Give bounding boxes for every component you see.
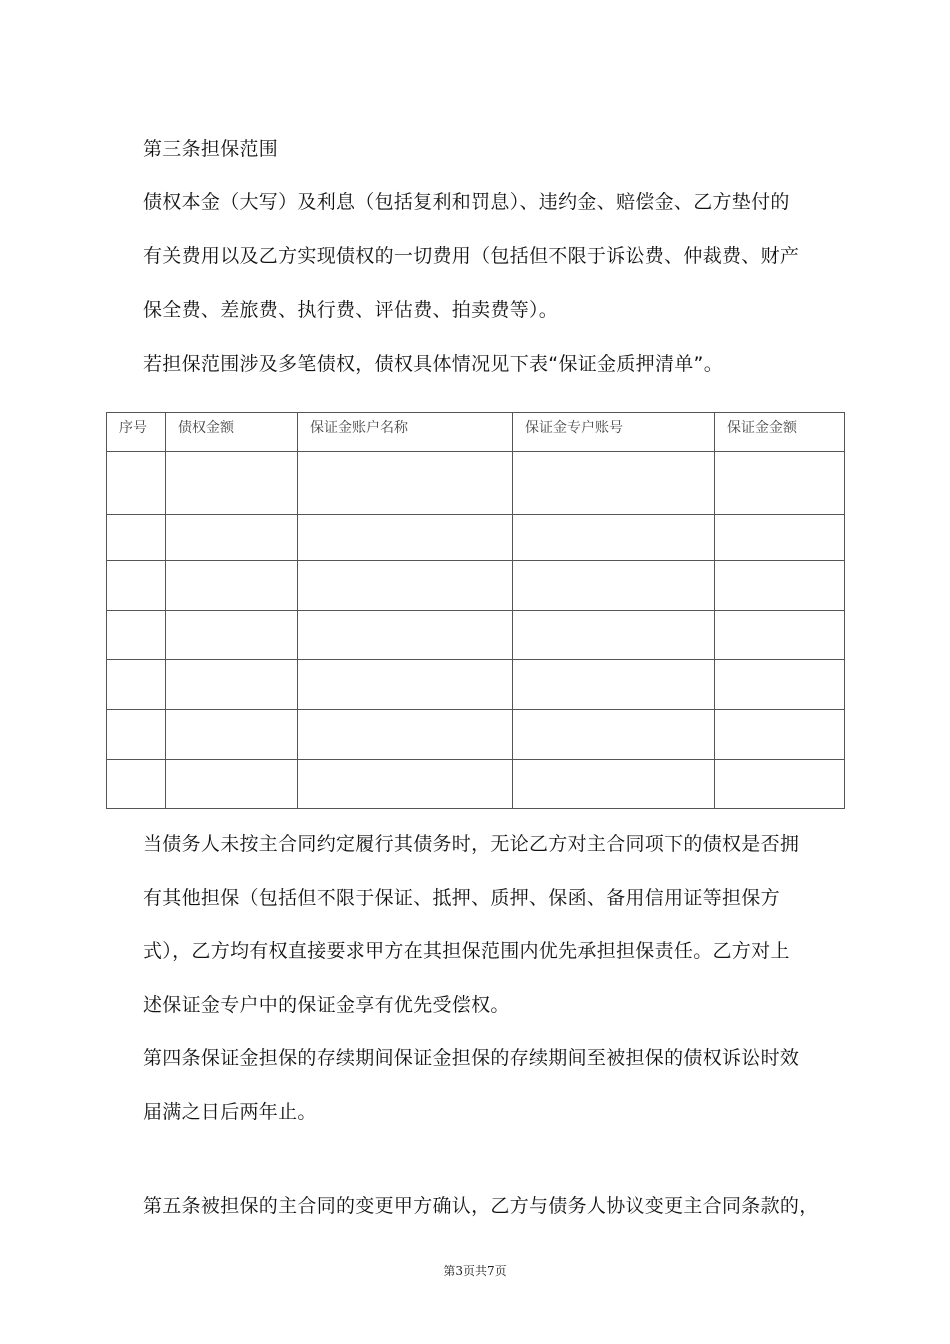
table-cell [715, 515, 845, 561]
table-cell [715, 561, 845, 611]
table-cell [166, 611, 298, 660]
table-cell [513, 710, 715, 760]
table-cell [107, 452, 166, 515]
table-cell [107, 561, 166, 611]
table-cell [107, 710, 166, 760]
table-cell [166, 760, 298, 809]
paragraph-line: 若担保范围涉及多笔债权，债权具体情况见下表“保证金质押清单”。 [143, 353, 723, 375]
table-row [107, 710, 845, 760]
table-cell [298, 561, 513, 611]
paragraph-line: 保全费、差旅费、执行费、评估费、拍卖费等）。 [143, 299, 559, 321]
page-number-footer: 第3页共7页 [443, 1264, 507, 1278]
table-cell [715, 710, 845, 760]
table-cell [298, 760, 513, 809]
table-cell [298, 515, 513, 561]
paragraph-line: 有其他担保（包括但不限于保证、抵押、质押、保函、备用信用证等担保方 [143, 887, 780, 909]
paragraph-line: 届满之日后两年止。 [143, 1101, 317, 1123]
table-cell [715, 760, 845, 809]
table-cell [107, 660, 166, 710]
table-cell [107, 515, 166, 561]
deposit-pledge-table [106, 412, 845, 809]
table-cell [166, 660, 298, 710]
table-cell [166, 452, 298, 515]
table-row [107, 611, 845, 660]
table-cell [513, 561, 715, 611]
table-cell [107, 760, 166, 809]
table-cell [513, 611, 715, 660]
table-row [107, 561, 845, 611]
table-cell [513, 660, 715, 710]
paragraph-line: 当债务人未按主合同约定履行其债务时，无论乙方对主合同项下的债权是否拥 [143, 833, 800, 855]
table-row [107, 760, 845, 809]
table-cell [166, 710, 298, 760]
table-row [107, 660, 845, 710]
table-cell [513, 760, 715, 809]
table-cell [715, 611, 845, 660]
header-deposit-amount: 保证金金额 [715, 413, 845, 452]
header-claim-amount: 债权金额 [166, 413, 298, 452]
table-row [107, 452, 845, 515]
table-cell [166, 515, 298, 561]
clause-5-line: 第五条被担保的主合同的变更甲方确认，乙方与债务人协议变更主合同条款的， [143, 1195, 819, 1217]
table-cell [715, 660, 845, 710]
table-cell [513, 515, 715, 561]
table-row [107, 515, 845, 561]
header-serial-no: 序号 [107, 413, 166, 452]
header-account-number: 保证金专户账号 [513, 413, 715, 452]
table-cell [107, 611, 166, 660]
paragraph-line: 述保证金专户中的保证金享有优先受偿权。 [143, 994, 510, 1016]
table-cell [298, 611, 513, 660]
table-header-row [107, 413, 845, 452]
clause-4-line: 第四条保证金担保的存续期间保证金担保的存续期间至被担保的债权诉讼时效 [143, 1047, 800, 1069]
table-cell [298, 452, 513, 515]
table-cell [513, 452, 715, 515]
clause-3-heading: 第三条担保范围 [143, 138, 279, 160]
table-cell [166, 561, 298, 611]
paragraph-line: 债权本金（大写）及利息（包括复利和罚息）、违约金、赔偿金、乙方垫付的 [143, 191, 790, 213]
table-cell [715, 452, 845, 515]
paragraph-line: 有关费用以及乙方实现债权的一切费用（包括但不限于诉讼费、仲裁费、财产 [143, 245, 800, 267]
table-cell [298, 710, 513, 760]
paragraph-line: 式），乙方均有权直接要求甲方在其担保范围内优先承担担保责任。乙方对上 [143, 940, 790, 962]
header-account-name: 保证金账户名称 [298, 413, 513, 452]
table-cell [298, 660, 513, 710]
